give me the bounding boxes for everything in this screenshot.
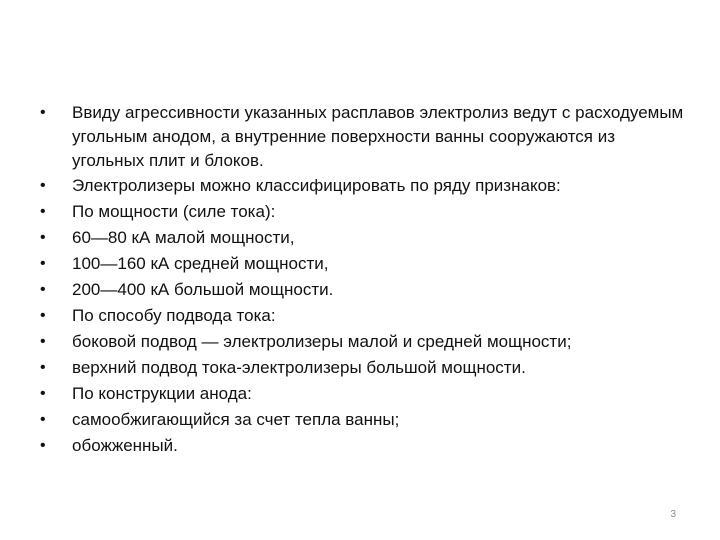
bullet-text: По конструкции анода: (72, 384, 252, 403)
bullet-item (40, 199, 690, 225)
bullet-item (40, 225, 690, 251)
bullet-item (40, 433, 690, 459)
bullet-item (40, 251, 690, 277)
bullet-item (40, 355, 690, 381)
bullet-item (40, 277, 690, 303)
bullet-point-icon: • (40, 359, 46, 376)
bullet-point-icon: • (40, 203, 46, 220)
bullet-text: По способу подвода тока: (72, 306, 276, 325)
bullet-text: верхний подвод тока-электролизеры большой мощности. (72, 358, 526, 377)
bullet-point-icon: • (40, 411, 46, 428)
bullet-text: По мощности (силе тока): (72, 202, 276, 221)
bullet-item (40, 381, 690, 407)
bullet-item (40, 173, 690, 199)
bullet-point-icon: • (40, 333, 46, 350)
bullet-item (40, 101, 690, 173)
bullet-point-icon: • (40, 104, 46, 121)
bullet-item (40, 303, 690, 329)
bullet-text: 100—160 кА средней мощности, (72, 254, 329, 273)
bullet-text: обожженный. (72, 436, 178, 455)
bullet-text: боковой подвод — электролизеры малой и средней мощности; (72, 332, 572, 351)
page-number: 3 (670, 509, 676, 520)
bullet-text: Электролизеры можно классифицировать по ряду признаков: (72, 176, 561, 195)
bullet-point-icon: • (40, 255, 46, 272)
bullet-point-icon: • (40, 229, 46, 246)
bullet-item (40, 329, 690, 355)
bullet-point-icon: • (40, 437, 46, 454)
bullet-point-icon: • (40, 385, 46, 402)
bullet-point-icon: • (40, 177, 46, 194)
bullet-point-icon: • (40, 307, 46, 324)
bullet-text: Ввиду агрессивности указанных расплавов электролиз ведут с расходуемым угольным анодом, а внутренние поверхности ванны сооружаются из угольных плит и блоков. (72, 103, 684, 170)
bullet-list (40, 101, 690, 459)
bullet-point-icon: • (40, 281, 46, 298)
bullet-text: 60—80 кА малой мощности, (72, 228, 295, 247)
bullet-item (40, 407, 690, 433)
bullet-text: самообжигающийся за счет тепла ванны; (72, 410, 400, 429)
bullet-text: 200—400 кА большой мощности. (72, 280, 334, 299)
